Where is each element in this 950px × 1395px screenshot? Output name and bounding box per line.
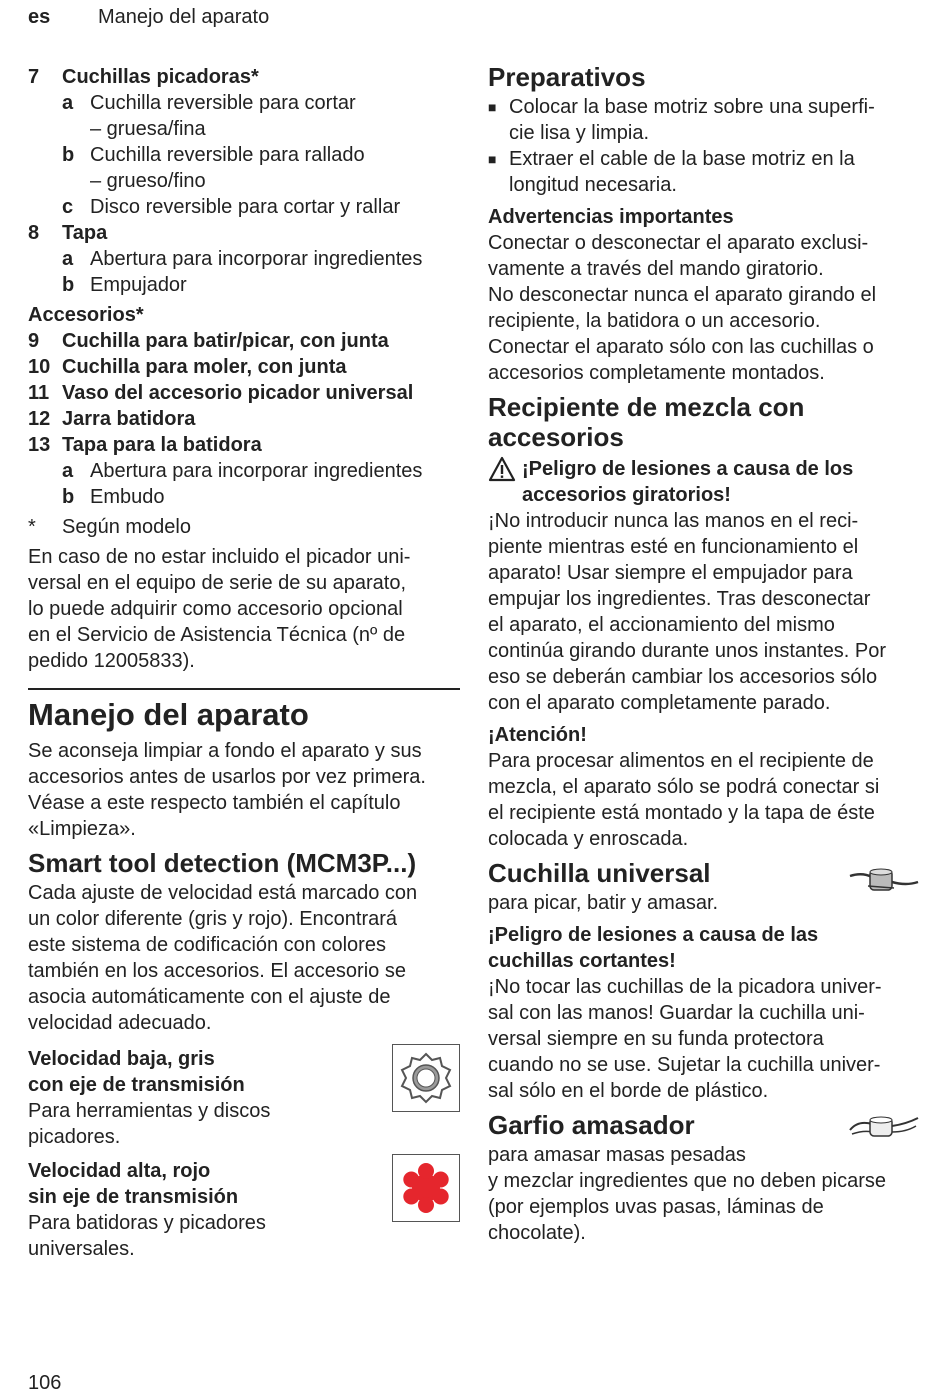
universal-blade-icon (848, 864, 920, 903)
dough-hook-section: Garfio amasador para amasar masas pesadas y mezclar ingredientes que no deben picarse (por ejemplos uvas pasas, láminas de chocolate). (488, 1110, 920, 1246)
accessory-item: 12 Jarra batidora (28, 408, 196, 430)
running-header: Manejo del aparato (98, 6, 270, 28)
subsection-title: Recipiente de mezcla con accesorios (488, 392, 805, 452)
part-item: 7 Cuchillas picadoras* (28, 66, 259, 88)
universal-blade-section: Cuchilla universal para picar, batir y amasar. (488, 858, 920, 916)
part-subitem: c Disco reversible para cortar y rallar (62, 196, 401, 218)
part-subitem: b Empujador (62, 274, 187, 296)
part-subitem: b Cuchilla reversible para rallado (62, 144, 365, 166)
page-number: 106 (28, 1372, 62, 1394)
accessory-subitem: b Embudo (62, 486, 165, 508)
warning-triangle-icon (488, 456, 522, 508)
attention-paragraph: Para procesar alimentos en el recipiente de mezcla, el aparato sólo se podrá conectar si el recipiente está montado y la tapa de éste colocada y enroscada. (488, 750, 880, 850)
part-item: 8 Tapa (28, 222, 108, 244)
smart-paragraph: Cada ajuste de velocidad está marcado con un color diferente (gris y rojo). Encontrará este sistema de codificación con colores también en los accesorios. El accesorio se asocia automáticamente con el ajuste de velocidad adecuado. (28, 882, 418, 1034)
danger-warning: ¡Peligro de lesiones a causa de los accesorios giratorios! (488, 456, 920, 508)
accessories-heading: Accesorios* (28, 304, 144, 326)
part-subitem: a Abertura para incorporar ingredientes (62, 248, 423, 270)
accessory-item: 10 Cuchilla para moler, con junta (28, 356, 347, 378)
language-code: es (28, 6, 51, 28)
part-subitem-cont: – gruesa/fina (90, 118, 206, 140)
dough-hook-icon (848, 1112, 920, 1147)
accessory-item: 13 Tapa para la batidora (28, 434, 262, 456)
speed-high-block: Velocidad alta, rojo sin eje de transmisión Para batidoras y picadores universales. (28, 1158, 460, 1262)
right-column (488, 62, 920, 1246)
speed-low-block: Velocidad baja, gris con eje de transmisión Para herramientas y discos picadores. (28, 1046, 460, 1150)
bullet-item: ■ Extraer el cable de la base motriz en la longitud necesaria. (488, 148, 855, 196)
accessory-item: 9 Cuchilla para batir/picar, con junta (28, 330, 389, 352)
footnote: * Según modelo (28, 516, 191, 538)
accessory-item: 11 Vaso del accesorio picador universal (28, 382, 414, 404)
subsection-title: Smart tool detection (MCM3P...) (28, 848, 417, 878)
subsection-title: Garfio amasador (488, 1110, 695, 1140)
danger-heading: ¡Peligro de lesiones a causa de las cuchillas cortantes! (488, 924, 819, 972)
section-title: Manejo del aparato (28, 697, 309, 732)
subsection-title: Cuchilla universal (488, 858, 711, 888)
warnings-heading: Advertencias importantes (488, 206, 734, 228)
gray-gear-icon (392, 1044, 460, 1112)
attention-heading: ¡Atención! (488, 724, 587, 746)
part-subitem: a Cuchilla reversible para cortar (62, 92, 356, 114)
subsection-title: Preparativos (488, 62, 646, 92)
accessory-subitem: a Abertura para incorporar ingredientes (62, 460, 423, 482)
warnings-paragraph: Conectar o desconectar el aparato exclusi- vamente a través del mando giratorio. No desconectar nunca el aparato girando el recipiente, la batidora o un accesorio. Conectar el aparato sólo con las cuchillas o accesorios completamente montados. (488, 232, 877, 384)
blade-danger-paragraph: ¡No tocar las cuchillas de la picadora univer- sal con las manos! Guardar la cuchilla uni- versal siempre en su funda protectora cuando no se use. Sujetar la cuchilla univer- sal sólo en el borde de plástico. (488, 976, 882, 1102)
manejo-paragraph: Se aconseja limpiar a fondo el aparato y sus accesorios antes de usarlos por vez primera. Véase a este respecto también el capítulo «Limpieza». (28, 740, 426, 840)
bullet-item: ■ Colocar la base motriz sobre una superfi- cie lisa y limpia. (488, 96, 875, 144)
section-divider (28, 688, 460, 690)
part-subitem-cont: – grueso/fino (90, 170, 206, 192)
picador-paragraph: En caso de no estar incluido el picador uni- versal en el equipo de serie de su aparato, lo puede adquirir como accesorio opcional en el Servicio de Asistencia Técnica (nº de pedido 12005833). (28, 546, 411, 672)
red-gear-icon (392, 1154, 460, 1222)
left-column (28, 64, 460, 1262)
danger-paragraph: ¡No introducir nunca las manos en el reci- piente mientras esté en funcionamiento el aparato! Usar siempre el empujador para empujar los ingredientes. Tras desconectar el aparato, el accionamiento del mismo continúa girando durante unos instantes. Por eso se deberán cambiar los accesorios sólo con el aparato completamente parado. (488, 510, 887, 714)
